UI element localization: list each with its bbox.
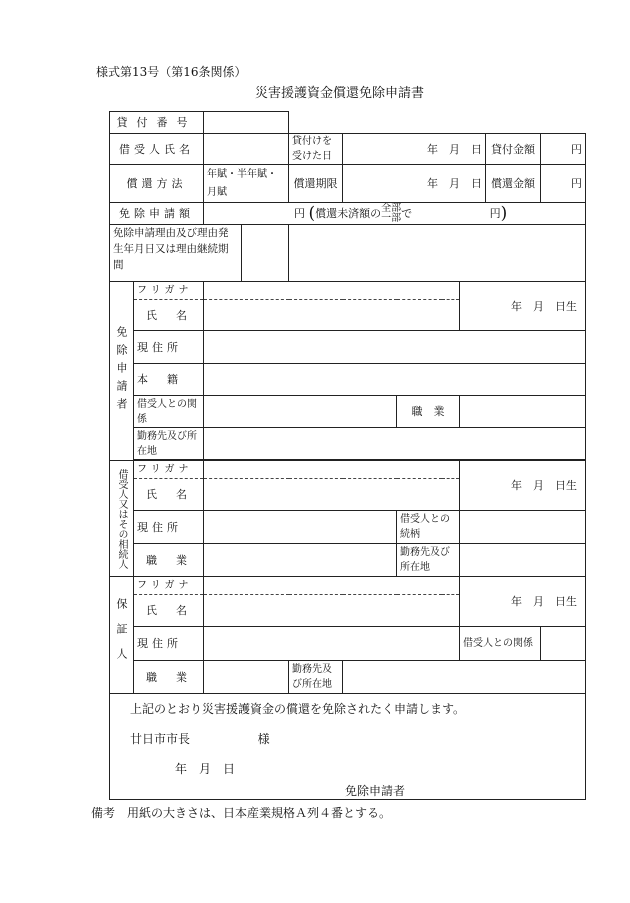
applicant-signature-label: 免除申請者 (345, 784, 406, 798)
unpaid-choice[interactable] (381, 204, 401, 224)
exemption-amount-label: 免除申請額 (110, 203, 204, 225)
guarantor-address-label: 現住所 (134, 627, 204, 661)
unpaid-prefix: 償還未済額の (315, 206, 382, 220)
applicant-domicile-field[interactable] (204, 364, 586, 396)
exemption-amount-field[interactable] (204, 203, 586, 225)
applicant-section-label: 免除申請者 (110, 282, 134, 461)
applicant-relation-label: 借受人との関係 (134, 396, 204, 428)
heir-relationship-label: 借受人との続柄 (397, 511, 460, 544)
heir-section-label: 借受人又はその相続人 (110, 461, 134, 577)
guarantor-workplace-label: 勤務先及び所在地 (289, 661, 343, 694)
unpaid-part: 一部 (381, 212, 402, 224)
applicant-domicile-label: 本 籍 (134, 364, 204, 396)
heir-address-label: 現住所 (134, 511, 204, 544)
applicant-workplace-field[interactable] (204, 428, 586, 460)
reason-label: 免除申請理由及び理由発生年月日又は理由継続期間 (110, 225, 242, 281)
closing-block (110, 694, 586, 800)
applicant-furigana-label: フリガナ (134, 282, 204, 300)
applicant-address-field[interactable] (204, 331, 586, 364)
document-title: 災害援護資金償還免除申請書 (255, 86, 425, 101)
guarantor-name-label: 氏 名 (134, 595, 204, 627)
applicant-birth-date[interactable]: 年 月 日生 (460, 282, 586, 331)
heir-name-label: 氏 名 (134, 479, 204, 511)
applicant-workplace-label: 勤務先及び所在地 (134, 428, 204, 460)
loan-number-label: 貸付番号 (110, 112, 204, 134)
heir-occupation-field[interactable] (204, 544, 397, 577)
loan-received-date-field[interactable]: 年 月 日 (343, 134, 486, 165)
repayment-deadline-label: 償還期限 (289, 165, 343, 203)
borrower-name-field[interactable] (204, 134, 289, 165)
guarantor-workplace-field[interactable] (343, 661, 586, 694)
heir-address-field[interactable] (204, 511, 397, 544)
repayment-deadline-field[interactable]: 年 月 日 (343, 165, 486, 203)
form-number: 様式第13号（第16条関係） (96, 65, 247, 79)
heir-furigana-field[interactable] (204, 461, 460, 479)
repayment-method-options[interactable]: 年賦・半年賦・月賦 (204, 165, 289, 203)
application-form-table (109, 111, 586, 800)
footnote: 備考 用紙の大きさは、日本産業規格Ａ列４番とする。 (91, 806, 392, 820)
heir-workplace-field[interactable] (460, 544, 586, 577)
loan-amount-label: 貸付金額 (486, 134, 541, 165)
applicant-occupation-label: 職 業 (397, 396, 460, 428)
guarantor-address-field[interactable] (204, 627, 460, 661)
applicant-relation-field[interactable] (204, 396, 397, 428)
loan-received-date-label: 貸付けを受けた日 (289, 134, 343, 165)
heir-birth-date[interactable]: 年 月 日生 (460, 461, 586, 511)
reason-field-a[interactable] (242, 225, 288, 281)
guarantor-relation-field[interactable] (541, 627, 586, 661)
guarantor-furigana-field[interactable] (204, 577, 460, 595)
reason-field[interactable] (289, 225, 586, 282)
applicant-furigana-field[interactable] (204, 282, 460, 300)
guarantor-furigana-label: フリガナ (134, 577, 204, 595)
loan-number-field[interactable] (204, 112, 289, 134)
heir-occupation-label: 職 業 (134, 544, 204, 577)
unpaid-suffix: で (401, 206, 413, 220)
guarantor-occupation-field[interactable] (204, 661, 289, 694)
heir-furigana-label: フリガナ (134, 461, 204, 479)
guarantor-name-field[interactable] (204, 595, 460, 627)
applicant-occupation-field[interactable] (460, 396, 586, 428)
guarantor-section-label: 保証人 (110, 577, 134, 694)
closing-statement: 上記のとおり災害援護資金の償還を免除されたく申請します。 (130, 702, 466, 716)
guarantor-birth-date[interactable]: 年 月 日生 (460, 577, 586, 627)
repayment-amount-label: 償還金額 (486, 165, 541, 203)
unpaid-yen: 円 (489, 206, 501, 220)
loan-amount-field[interactable]: 円 (541, 134, 586, 165)
repayment-amount-field[interactable]: 円 (541, 165, 586, 203)
unpaid-all: 全部 (381, 202, 402, 214)
guarantor-relation-label: 借受人との関係 (460, 627, 541, 661)
addressee-honorific: 様 (257, 732, 270, 746)
repayment-method-label: 償還方法 (110, 165, 204, 203)
application-date[interactable]: 年 月 日 (175, 762, 236, 776)
close-paren: ) (500, 203, 508, 223)
borrower-name-label: 借受人氏名 (110, 134, 204, 165)
open-paren: ( (308, 203, 316, 223)
heir-workplace-label: 勤務先及び所在地 (397, 544, 460, 577)
addressee: 廿日市市長 (130, 732, 191, 746)
applicant-address-label: 現住所 (134, 331, 204, 364)
guarantor-occupation-label: 職 業 (134, 661, 204, 694)
exemption-yen: 円 (294, 206, 305, 220)
heir-name-field[interactable] (204, 479, 460, 511)
applicant-name-field[interactable] (204, 300, 460, 331)
applicant-name-label: 氏 名 (134, 300, 204, 331)
heir-relationship-field[interactable] (460, 511, 586, 544)
